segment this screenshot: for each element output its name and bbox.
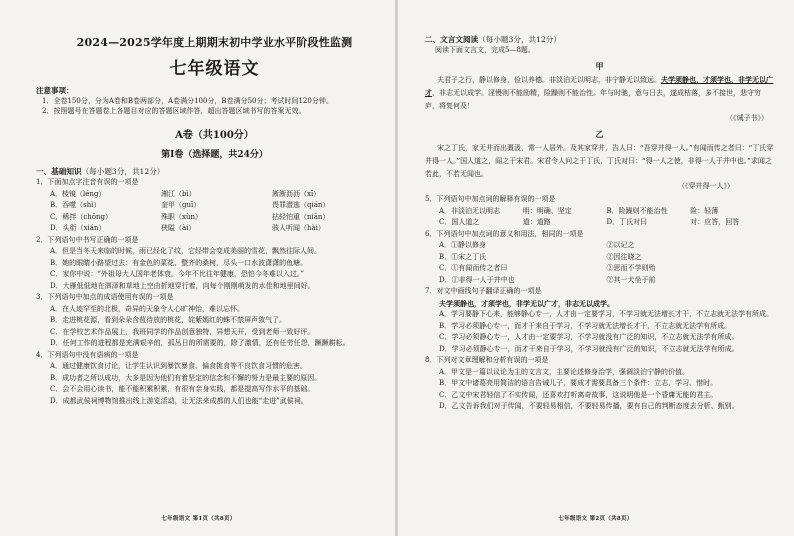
q6-option-b: B．①宋之丁氏 ②因往晓之 [439,252,642,261]
q7-option-b: B．学习必须静心专一，而才干来自于学习，不学习就无法增长才干，不立志就无法学有所成。 [439,321,732,330]
page-right [397,0,794,536]
section-a-title: A卷（共100分） [175,130,254,141]
exam-title: 2024—2025学年度上期期末初中学业水平阶段性监测 [76,36,353,49]
notice-heading: 注意事项： [36,86,74,95]
q1-stem: 1．下面加点字注音有误的一项是 [36,178,139,186]
q4-stem: 4．下列语句中没有语病的一项是 [36,350,139,359]
q3-option-b: B．走进桃花源，看到朵朵含苞待放的桃花，姹紫嫣红的蛛不禁屏声敛气了。 [50,316,287,324]
q7-stem: 7．对文中画线句子翻译正确的一项是 [425,287,542,295]
q3-option-d: D．任何工作的进程都是充满艰辛的，孤丛日的所需要的，除了激情，还有任劳任怨，蹶蹶耕耘。 [50,339,350,347]
q6-option-a: A．①静以修身 ②以记之 [439,241,635,249]
q5-options-row2: C．国人道之 道：道路 D．丁氏对曰 对：应答，回答 [439,218,740,226]
passage-yi-source: （《穿井得一人》） [678,182,734,190]
part1-heading: 一、基础知识（每小题3分，共12分） [36,167,165,176]
page-footer-right: 七年级语文 第2页（共8页） [558,516,633,522]
q8-stem: 8．下列对文章理解和分析有误的一项是 [425,356,549,364]
q3-option-a: A．在人迹罕至的北极，奇异的天象令人心旷神怡，难以忘怀。 [50,304,245,313]
subject-title: 七年级语文 [169,59,260,79]
q8-option-a: A．甲文是一篇以议论为主的文言文，主要论述修身治学，强调淡泊宁静的价值。 [439,367,690,376]
q4-option-a: A．通过健康饮食讨论，让学生认识到暴饮暴食、偏食挑食等不良饮食习惯的危害。 [50,362,308,370]
q7-option-a: A．学习要静下心来，能够静心专一，人才由一定要学习，不学习就无法增长才干，不立志就无法学有所成。 [439,310,774,318]
passage-jia-source: （《诫子书》） [726,114,768,122]
q2-stem: 2．下列语句中书写正确的一项是 [36,235,139,244]
q2-option-a: A．但是当冬天来临的时候，雨已经化了纹，它经带会变成美丽的雪花，飘然往际人间。 [50,247,322,255]
underlined-sentence: 夫学须静也，才须学也，非学无以广才 [425,76,773,97]
section-i-title: 第Ⅰ卷（选择题，共24分） [161,150,268,160]
q1-option-d: D．头衔（xián） 狭隘（ài） 骇人听闻（hài） [50,224,325,232]
q3-option-c: C．在学校艺术作品展上，我班同学的作品创意独特，异想天开，受到老师一致好评。 [50,327,315,336]
q5-stem: 5．下列语句中加点词的解释有误的一项是 [425,195,556,203]
q1-option-c: C．稀拌（chōng） 殊职（xùn） 拈轻怕重（niān） [50,212,330,221]
q6-option-c: C．①有闻而传之者曰 ②思而不学则殆 [439,264,656,272]
q7-option-c: C．学习必须静心专一，人才由一定要学习，不学习就没有广泛的知识，不立志就无法学有所成。 [439,333,739,341]
q2-option-b: B．她的眼睛小路望过去：有金色的菜花、整齐的桑树，尽头一口水波潇潇的鱼塘。 [50,258,308,267]
q5-options-row1: A．非淡泊无以明志 明：明确、坚定 B．险躁则不能治性 险：轻薄 [439,206,719,215]
q4-option-b: B．成功者之所以成功，大多是因为他们有着坚定的信念和不懈的努力是最主要的原因。 [50,373,322,382]
passage-jia: 夫君子之行，静以修身，俭以养德。非淡泊无以明志，非宁静无以致远。夫学须静也，才须学也，非学无以广才，非志无以成学。淫慢则不能励精，险躁则不能治性。年与时驰，意与日去，遂成枯落，多不接世，悲守穷庐，将复何及！ [425,76,773,110]
q4-option-d: D．成都武侯祠博物馆推出线上游览活动，让无法来成都的人们也能“走进”武侯祠。 [50,396,308,405]
q4-option-c: C．会不会用心读书，能不能积累积累，有很有亲身实践，都是提高写作水平的基础。 [50,385,315,393]
q3-stem: 3．下列语句中加点的成语使用有误的一项是 [36,293,174,301]
passage-yi-label: 乙 [595,129,604,139]
q8-option-b: B．甲文中诸葛亮用简洁的语言告诫儿子，要成才需要具备三个条件：立志、学习、惜时。 [439,379,718,387]
part2-heading: 二、文言文阅读（每小题3分，共12分） [425,35,561,44]
q6-option-d: D．①非得一人于井中也 ②其一犬坐于前 [439,275,656,284]
q2-option-d: D．大雁低低地在泗泽和草地上空由折地穿行着，向每个刚刚萌发的水佳和地里间好。 [50,281,315,290]
reading-instruction: 阅读下面文言文，完成5—8题。 [435,46,535,54]
passage-jia-label: 甲 [595,61,604,71]
q1-option-b: B．吞噬（shì） 奎甲（guī） 畏罪潜逃（qián） [50,201,330,209]
q7-option-d: D．学习必须静心专一，而才干来自于学习，不学习就没有广泛的知识，不立志就无法学有所成。 [439,344,739,353]
q8-option-c: C．乙文中宋君轻信了不实传闻，还喜欢打听离奇故事，这说明他是一个昏庸无能的君主。 [439,390,718,399]
q1-option-a: A．棱镜（léng） 湘江（bì） 淅淅沥沥（xī） [50,189,321,198]
q7-quote: 夫学须静也，才须学也，非学无以广才，非志无以成学。 [439,298,614,308]
page-footer-left: 七年级语文 第1页（共8页） [161,516,236,522]
q2-option-c: C．家你中说：“外祖母大人国年老体衰，今年不比往年健康，恐怕今冬难以入过。” [50,270,305,278]
passage-yi: 宋之丁氏，家无井而出溉汲，常一人居外。及其家穿井，告人曰：“吾穿井得一人。”有闻而传之者曰：“丁氏穿井得一人。”国人道之，闻之于宋君。宋君令人问之于丁氏，丁氏对曰：“得一人之使，非得一人于井中也。”求闻之若此，不若无闻也。 [425,144,774,178]
notice-1: 1．全卷150分，分为A卷和B卷两部分，A卷满分100分，B卷满分50分；考试时间120分钟。 [42,97,333,105]
notice-2: 2．按照题号在答题卷上各题目对应的答题区域作答，超出答题区域书写的答案无效。 [42,107,306,115]
q6-stem: 6．下列语句中加点词的意义和用法，相同的一项是 [425,229,584,238]
q8-option-d: D．乙文告诉我们对于传闻，不要轻易相信，不要轻易传播，要有自己的判断态度去分析、甄别。 [439,402,739,410]
